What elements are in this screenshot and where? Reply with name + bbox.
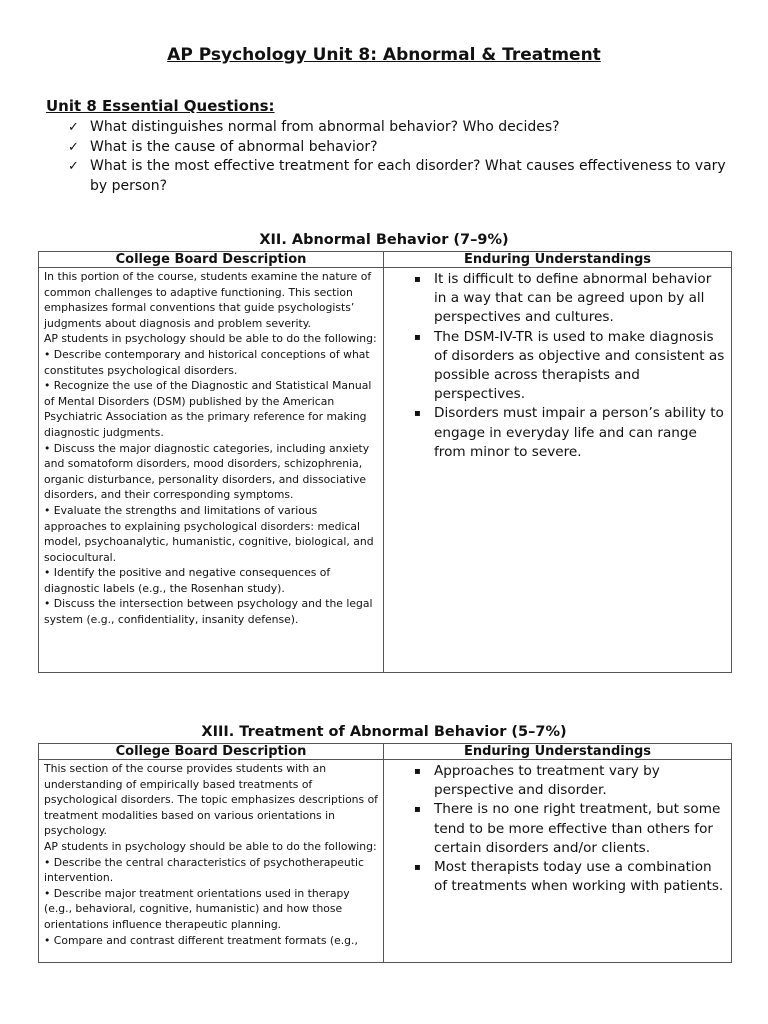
enduring-understandings-cell bbox=[384, 760, 732, 963]
column-header-description: College Board Description bbox=[39, 744, 384, 760]
description-item: • Compare and contrast different treatment formats (e.g., bbox=[44, 933, 358, 947]
enduring-understandings-cell bbox=[384, 268, 732, 673]
question-text: What is the cause of abnormal behavior? bbox=[90, 138, 378, 155]
description-item: • Describe major treatment orientations used in therapy (e.g., behavioral, cognitive, humanistic) and how those orientations influence therapeutic planning. bbox=[44, 886, 350, 931]
document-title: AP Psychology Unit 8: Abnormal & Treatment bbox=[167, 45, 601, 65]
understanding-item bbox=[414, 800, 725, 858]
description-intro: This section of the course provides students with an understanding of empirically based treatments of psychological disorders. The topic emphasizes descriptions of treatment modalities based on various orientations in psychology. bbox=[44, 762, 378, 838]
description-lead: AP students in psychology should be able to do the following: bbox=[44, 839, 377, 853]
checkmark-icon: ✓ bbox=[68, 120, 79, 135]
enduring-understandings-list bbox=[384, 760, 731, 896]
square-bullet-icon: ▪ bbox=[414, 862, 421, 874]
column-header-enduring-understandings: Enduring Understandings bbox=[384, 252, 732, 268]
understanding-text: The DSM-IV-TR is used to make diagnosis of disorders as objective and consistent as possible across therapists and perspectives. bbox=[434, 328, 725, 403]
understanding-item bbox=[414, 858, 725, 896]
square-bullet-icon: ▪ bbox=[414, 408, 421, 420]
column-header-enduring-understandings: Enduring Understandings bbox=[384, 744, 732, 760]
understanding-item bbox=[414, 404, 725, 462]
description-item: • Recognize the use of the Diagnostic and Statistical Manual of Mental Disorders (DSM) published by the American Psychiatric Association as the primary reference for making diagnostic judgments. bbox=[44, 379, 372, 439]
question-text: What is the most effective treatment for each disorder? What causes effectiveness to vary by person? bbox=[90, 158, 726, 194]
essential-question bbox=[68, 138, 728, 158]
essential-questions-list bbox=[68, 118, 728, 196]
question-text: What distinguishes normal from abnormal behavior? Who decides? bbox=[90, 119, 560, 135]
understanding-text: Approaches to treatment vary by perspective and disorder. bbox=[434, 763, 660, 799]
square-bullet-icon: ▪ bbox=[414, 766, 421, 777]
square-bullet-icon: ▪ bbox=[414, 804, 421, 816]
checkmark-icon: ✓ bbox=[68, 159, 79, 174]
treatment-table bbox=[38, 743, 732, 963]
understanding-item bbox=[414, 328, 725, 405]
description-item: • Identify the positive and negative consequences of diagnostic labels (e.g., the Rosenhan study). bbox=[44, 566, 331, 595]
column-header-description: College Board Description bbox=[39, 252, 384, 268]
understanding-text: Most therapists today use a combination of treatments when working with patients. bbox=[434, 859, 724, 895]
description-item: • Describe the central characteristics of psychotherapeutic intervention. bbox=[44, 855, 364, 885]
checkmark-icon: ✓ bbox=[68, 139, 79, 155]
description-item: • Evaluate the strengths and limitations of various approaches to explaining psychological disorders: medical model, psychoanalytic, humanistic, cognitive, biological, and sociocultural. bbox=[44, 503, 374, 564]
description-item: • Discuss the intersection between psychology and the legal system (e.g., confidentiality, insanity defense). bbox=[44, 597, 373, 627]
understanding-text: There is no one right treatment, but some tend to be more effective than others for certain disorders and/or clients. bbox=[434, 801, 721, 856]
description-lead: AP students in psychology should be able to do the following: bbox=[44, 332, 377, 346]
description-item: • Discuss the major diagnostic categories, including anxiety and somatoform disorders, mood disorders, schizophrenia, organic disturbance, personality disorders, and dissociative disorders, and their corresponding symptoms. bbox=[44, 441, 370, 502]
square-bullet-icon: ▪ bbox=[414, 331, 421, 343]
understanding-item bbox=[414, 270, 725, 328]
section-title-abnormal-behavior: XII. Abnormal Behavior (7–9%) bbox=[259, 232, 509, 248]
description-cell bbox=[39, 268, 384, 673]
enduring-understandings-list bbox=[384, 268, 731, 462]
description-cell bbox=[39, 760, 384, 963]
essential-question bbox=[68, 157, 728, 196]
description-intro: In this portion of the course, students examine the nature of common challenges to adaptive functioning. This section emphasizes formal conventions that guide psychologists’ judgments about diagnosis and problem severity. bbox=[44, 270, 372, 330]
understanding-text: Disorders must impair a person’s ability to engage in everyday life and can range from minor to severe. bbox=[434, 405, 724, 460]
essential-questions-heading: Unit 8 Essential Questions: bbox=[46, 97, 275, 115]
section-title-treatment: XIII. Treatment of Abnormal Behavior (5–7%) bbox=[201, 724, 567, 740]
abnormal-behavior-table bbox=[38, 251, 732, 673]
description-item: • Describe contemporary and historical conceptions of what constitutes psychological disorders. bbox=[44, 347, 370, 377]
understanding-text: It is difficult to define abnormal behavior in a way that can be agreed upon by all perspectives and cultures. bbox=[434, 271, 712, 326]
square-bullet-icon: ▪ bbox=[414, 274, 421, 285]
essential-question bbox=[68, 118, 728, 138]
understanding-item bbox=[414, 762, 725, 800]
